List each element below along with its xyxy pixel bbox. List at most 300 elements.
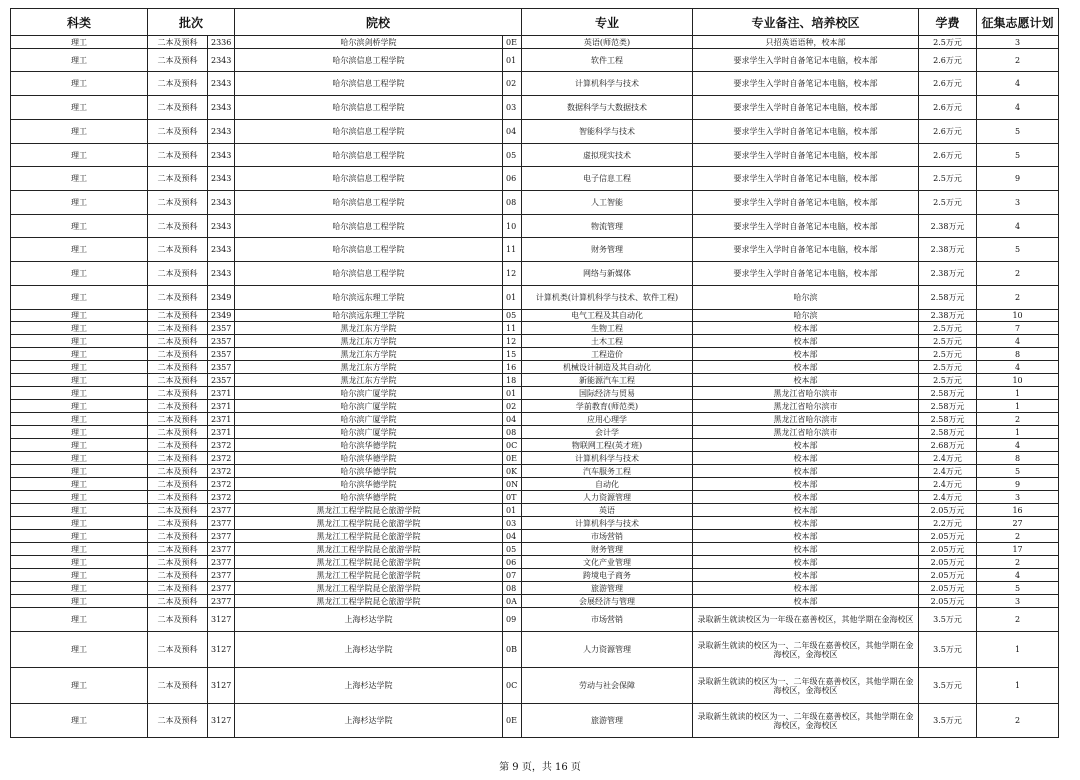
batch-cell: 二本及预科 [148, 310, 208, 322]
school-code-cell: 2357 [208, 348, 235, 361]
page-footer: 第 9 页，共 16 页 [499, 762, 581, 773]
remarks-cell: 校本部 [693, 556, 919, 569]
major-code-cell: 08 [503, 426, 522, 439]
table-row [11, 426, 1059, 439]
school-name-cell: 哈尔滨广厦学院 [235, 426, 503, 439]
category-cell: 理工 [11, 120, 148, 144]
major-name-cell: 人力资源管理 [522, 491, 693, 504]
major-code-cell: 15 [503, 348, 522, 361]
table-row [11, 465, 1059, 478]
batch-cell: 二本及预科 [148, 262, 208, 286]
remarks-cell: 要求学生入学时自备笔记本电脑，校本部 [693, 167, 919, 191]
tuition-cell: 2.4万元 [919, 478, 977, 491]
remarks-cell: 只招英语语种，校本部 [693, 36, 919, 49]
major-name-cell: 市场营销 [522, 530, 693, 543]
plan-count-cell: 5 [977, 582, 1059, 595]
plan-count-cell: 2 [977, 286, 1059, 310]
table-row [11, 582, 1059, 595]
major-code-cell: 0K [503, 465, 522, 478]
school-name-cell: 黑龙江工程学院昆仑旅游学院 [235, 530, 503, 543]
table-row [11, 361, 1059, 374]
school-code-cell: 3127 [208, 668, 235, 704]
table-row [11, 72, 1059, 96]
major-name-cell: 财务管理 [522, 238, 693, 262]
table-row [11, 608, 1059, 632]
major-code-cell: 01 [503, 286, 522, 310]
tuition-cell: 2.58万元 [919, 400, 977, 413]
category-cell: 理工 [11, 556, 148, 569]
remarks-cell: 要求学生入学时自备笔记本电脑，校本部 [693, 120, 919, 144]
school-code-cell: 2377 [208, 530, 235, 543]
remarks-cell: 哈尔滨 [693, 286, 919, 310]
plan-count-cell: 4 [977, 96, 1059, 120]
school-name-cell: 哈尔滨信息工程学院 [235, 191, 503, 215]
plan-count-cell: 1 [977, 426, 1059, 439]
tuition-cell: 2.38万元 [919, 262, 977, 286]
major-name-cell: 计算机科学与技术 [522, 452, 693, 465]
table-row [11, 335, 1059, 348]
school-code-cell: 2377 [208, 556, 235, 569]
category-cell: 理工 [11, 191, 148, 215]
tuition-cell: 2.5万元 [919, 335, 977, 348]
batch-cell: 二本及预科 [148, 504, 208, 517]
category-cell: 理工 [11, 361, 148, 374]
remarks-cell: 校本部 [693, 582, 919, 595]
category-cell: 理工 [11, 543, 148, 556]
table-row [11, 595, 1059, 608]
major-name-cell: 自动化 [522, 478, 693, 491]
major-name-cell: 国际经济与贸易 [522, 387, 693, 400]
batch-cell: 二本及预科 [148, 96, 208, 120]
batch-cell: 二本及预科 [148, 387, 208, 400]
batch-cell: 二本及预科 [148, 348, 208, 361]
major-code-cell: 0N [503, 478, 522, 491]
major-name-cell: 人力资源管理 [522, 632, 693, 668]
major-name-cell: 旅游管理 [522, 704, 693, 738]
category-cell: 理工 [11, 238, 148, 262]
major-name-cell: 虚拟现实技术 [522, 144, 693, 167]
major-name-cell: 软件工程 [522, 49, 693, 72]
major-name-cell: 新能源汽车工程 [522, 374, 693, 387]
table-row [11, 120, 1059, 144]
category-cell: 理工 [11, 310, 148, 322]
category-cell: 理工 [11, 215, 148, 238]
major-name-cell: 计算机科学与技术 [522, 72, 693, 96]
header-tuition: 学费 [919, 9, 977, 36]
remarks-cell: 要求学生入学时自备笔记本电脑，校本部 [693, 191, 919, 215]
plan-count-cell: 5 [977, 144, 1059, 167]
batch-cell: 二本及预科 [148, 361, 208, 374]
remarks-cell: 要求学生入学时自备笔记本电脑，校本部 [693, 49, 919, 72]
school-name-cell: 上海杉达学院 [235, 704, 503, 738]
school-name-cell: 哈尔滨广厦学院 [235, 387, 503, 400]
school-name-cell: 哈尔滨远东理工学院 [235, 310, 503, 322]
school-name-cell: 黑龙江工程学院昆仑旅游学院 [235, 556, 503, 569]
major-code-cell: 01 [503, 387, 522, 400]
plan-count-cell: 4 [977, 72, 1059, 96]
batch-cell: 二本及预科 [148, 36, 208, 49]
table-row [11, 478, 1059, 491]
plan-count-cell: 8 [977, 348, 1059, 361]
school-code-cell: 2372 [208, 491, 235, 504]
tuition-cell: 2.5万元 [919, 348, 977, 361]
school-name-cell: 黑龙江东方学院 [235, 361, 503, 374]
header-school: 院校 [235, 9, 522, 36]
school-code-cell: 2371 [208, 413, 235, 426]
tuition-cell: 2.5万元 [919, 361, 977, 374]
plan-count-cell: 17 [977, 543, 1059, 556]
plan-count-cell: 4 [977, 335, 1059, 348]
category-cell: 理工 [11, 582, 148, 595]
table-row [11, 238, 1059, 262]
school-name-cell: 黑龙江工程学院昆仑旅游学院 [235, 517, 503, 530]
plan-count-cell: 10 [977, 310, 1059, 322]
school-code-cell: 2343 [208, 120, 235, 144]
major-name-cell: 应用心理学 [522, 413, 693, 426]
school-name-cell: 黑龙江工程学院昆仑旅游学院 [235, 543, 503, 556]
major-code-cell: 10 [503, 215, 522, 238]
major-code-cell: 0B [503, 632, 522, 668]
category-cell: 理工 [11, 49, 148, 72]
school-name-cell: 哈尔滨信息工程学院 [235, 238, 503, 262]
school-code-cell: 2343 [208, 215, 235, 238]
major-code-cell: 09 [503, 608, 522, 632]
tuition-cell: 2.05万元 [919, 504, 977, 517]
remarks-cell: 录取新生就读校区为一年级在嘉善校区，其他学期在金海校区 [693, 608, 919, 632]
major-name-cell: 机械设计制造及其自动化 [522, 361, 693, 374]
remarks-cell: 校本部 [693, 478, 919, 491]
major-name-cell: 网络与新媒体 [522, 262, 693, 286]
batch-cell: 二本及预科 [148, 668, 208, 704]
tuition-cell: 2.05万元 [919, 556, 977, 569]
category-cell: 理工 [11, 400, 148, 413]
table-row [11, 569, 1059, 582]
major-code-cell: 11 [503, 238, 522, 262]
category-cell: 理工 [11, 335, 148, 348]
table-row [11, 413, 1059, 426]
category-cell: 理工 [11, 387, 148, 400]
plan-count-cell: 4 [977, 215, 1059, 238]
tuition-cell: 2.4万元 [919, 491, 977, 504]
table-row [11, 517, 1059, 530]
school-name-cell: 哈尔滨远东理工学院 [235, 286, 503, 310]
school-name-cell: 哈尔滨信息工程学院 [235, 96, 503, 120]
category-cell: 理工 [11, 595, 148, 608]
category-cell: 理工 [11, 465, 148, 478]
major-code-cell: 12 [503, 262, 522, 286]
remarks-cell: 黑龙江省哈尔滨市 [693, 387, 919, 400]
category-cell: 理工 [11, 632, 148, 668]
plan-count-cell: 9 [977, 478, 1059, 491]
school-name-cell: 黑龙江工程学院昆仑旅游学院 [235, 582, 503, 595]
plan-count-cell: 1 [977, 387, 1059, 400]
major-name-cell: 文化产业管理 [522, 556, 693, 569]
plan-count-cell: 5 [977, 465, 1059, 478]
category-cell: 理工 [11, 348, 148, 361]
school-name-cell: 上海杉达学院 [235, 668, 503, 704]
plan-count-cell: 27 [977, 517, 1059, 530]
plan-count-cell: 2 [977, 530, 1059, 543]
table-row [11, 167, 1059, 191]
major-name-cell: 计算机科学与技术 [522, 517, 693, 530]
plan-count-cell: 3 [977, 595, 1059, 608]
category-cell: 理工 [11, 504, 148, 517]
table-row [11, 215, 1059, 238]
remarks-cell: 校本部 [693, 465, 919, 478]
table-row [11, 144, 1059, 167]
batch-cell: 二本及预科 [148, 543, 208, 556]
batch-cell: 二本及预科 [148, 335, 208, 348]
major-name-cell: 电子信息工程 [522, 167, 693, 191]
table-row [11, 310, 1059, 322]
tuition-cell: 2.6万元 [919, 72, 977, 96]
major-name-cell: 工程造价 [522, 348, 693, 361]
table-body [11, 36, 1059, 738]
table-row [11, 452, 1059, 465]
major-name-cell: 智能科学与技术 [522, 120, 693, 144]
batch-cell: 二本及预科 [148, 238, 208, 262]
school-name-cell: 上海杉达学院 [235, 608, 503, 632]
school-name-cell: 哈尔滨剑桥学院 [235, 36, 503, 49]
batch-cell: 二本及预科 [148, 632, 208, 668]
batch-cell: 二本及预科 [148, 215, 208, 238]
major-name-cell: 数据科学与大数据技术 [522, 96, 693, 120]
tuition-cell: 2.05万元 [919, 543, 977, 556]
school-code-cell: 2377 [208, 569, 235, 582]
school-name-cell: 哈尔滨信息工程学院 [235, 144, 503, 167]
remarks-cell: 录取新生就读的校区为一、二年级在嘉善校区，其他学期在金海校区，金海校区 [693, 632, 919, 668]
major-code-cell: 0C [503, 439, 522, 452]
major-code-cell: 12 [503, 335, 522, 348]
batch-cell: 二本及预科 [148, 608, 208, 632]
major-code-cell: 06 [503, 556, 522, 569]
major-code-cell: 04 [503, 530, 522, 543]
major-name-cell: 学前教育(师范类) [522, 400, 693, 413]
batch-cell: 二本及预科 [148, 704, 208, 738]
table-row [11, 504, 1059, 517]
school-code-cell: 2349 [208, 286, 235, 310]
major-code-cell: 05 [503, 144, 522, 167]
school-name-cell: 哈尔滨华德学院 [235, 439, 503, 452]
school-code-cell: 2371 [208, 387, 235, 400]
header-batch: 批次 [148, 9, 235, 36]
tuition-cell: 2.05万元 [919, 569, 977, 582]
category-cell: 理工 [11, 491, 148, 504]
school-name-cell: 哈尔滨广厦学院 [235, 400, 503, 413]
school-code-cell: 2349 [208, 310, 235, 322]
category-cell: 理工 [11, 262, 148, 286]
school-name-cell: 哈尔滨信息工程学院 [235, 215, 503, 238]
remarks-cell: 校本部 [693, 569, 919, 582]
major-code-cell: 05 [503, 543, 522, 556]
major-code-cell: 01 [503, 504, 522, 517]
table-row [11, 96, 1059, 120]
school-code-cell: 2357 [208, 335, 235, 348]
category-cell: 理工 [11, 426, 148, 439]
major-name-cell: 电气工程及其自动化 [522, 310, 693, 322]
plan-count-cell: 2 [977, 262, 1059, 286]
tuition-cell: 2.05万元 [919, 530, 977, 543]
plan-count-cell: 1 [977, 632, 1059, 668]
batch-cell: 二本及预科 [148, 595, 208, 608]
remarks-cell: 黑龙江省哈尔滨市 [693, 400, 919, 413]
school-name-cell: 黑龙江工程学院昆仑旅游学院 [235, 504, 503, 517]
category-cell: 理工 [11, 96, 148, 120]
batch-cell: 二本及预科 [148, 491, 208, 504]
remarks-cell: 要求学生入学时自备笔记本电脑，校本部 [693, 215, 919, 238]
tuition-cell: 2.5万元 [919, 374, 977, 387]
major-code-cell: 08 [503, 582, 522, 595]
table-row [11, 400, 1059, 413]
tuition-cell: 2.58万元 [919, 426, 977, 439]
category-cell: 理工 [11, 478, 148, 491]
school-code-cell: 2357 [208, 322, 235, 335]
school-code-cell: 2377 [208, 504, 235, 517]
school-name-cell: 哈尔滨信息工程学院 [235, 72, 503, 96]
major-code-cell: 0E [503, 704, 522, 738]
table-row [11, 543, 1059, 556]
tuition-cell: 2.68万元 [919, 439, 977, 452]
remarks-cell: 校本部 [693, 335, 919, 348]
category-cell: 理工 [11, 413, 148, 426]
tuition-cell: 2.2万元 [919, 517, 977, 530]
remarks-cell: 校本部 [693, 452, 919, 465]
header-remarks: 专业备注、培养校区 [693, 9, 919, 36]
table-row [11, 36, 1059, 49]
remarks-cell: 校本部 [693, 439, 919, 452]
major-code-cell: 02 [503, 72, 522, 96]
category-cell: 理工 [11, 144, 148, 167]
category-cell: 理工 [11, 286, 148, 310]
remarks-cell: 校本部 [693, 530, 919, 543]
school-code-cell: 2357 [208, 374, 235, 387]
category-cell: 理工 [11, 517, 148, 530]
remarks-cell: 校本部 [693, 491, 919, 504]
school-code-cell: 2377 [208, 595, 235, 608]
category-cell: 理工 [11, 530, 148, 543]
header-major: 专业 [522, 9, 693, 36]
remarks-cell: 录取新生就读的校区为一、二年级在嘉善校区，其他学期在金海校区，金海校区 [693, 668, 919, 704]
tuition-cell: 2.05万元 [919, 595, 977, 608]
tuition-cell: 2.5万元 [919, 36, 977, 49]
tuition-cell: 2.38万元 [919, 310, 977, 322]
table-row [11, 491, 1059, 504]
major-name-cell: 物联网工程(英才班) [522, 439, 693, 452]
school-name-cell: 黑龙江工程学院昆仑旅游学院 [235, 569, 503, 582]
plan-count-cell: 9 [977, 167, 1059, 191]
plan-count-cell: 2 [977, 704, 1059, 738]
school-name-cell: 黑龙江东方学院 [235, 348, 503, 361]
major-code-cell: 11 [503, 322, 522, 335]
school-code-cell: 2343 [208, 238, 235, 262]
tuition-cell: 2.6万元 [919, 49, 977, 72]
remarks-cell: 校本部 [693, 543, 919, 556]
batch-cell: 二本及预科 [148, 374, 208, 387]
tuition-cell: 2.5万元 [919, 167, 977, 191]
category-cell: 理工 [11, 374, 148, 387]
batch-cell: 二本及预科 [148, 517, 208, 530]
tuition-cell: 2.38万元 [919, 238, 977, 262]
category-cell: 理工 [11, 569, 148, 582]
tuition-cell: 2.6万元 [919, 96, 977, 120]
tuition-cell: 2.6万元 [919, 144, 977, 167]
major-code-cell: 06 [503, 167, 522, 191]
plan-count-cell: 1 [977, 400, 1059, 413]
tuition-cell: 2.58万元 [919, 413, 977, 426]
major-name-cell: 人工智能 [522, 191, 693, 215]
plan-count-cell: 7 [977, 322, 1059, 335]
remarks-cell: 校本部 [693, 504, 919, 517]
tuition-cell: 2.4万元 [919, 452, 977, 465]
batch-cell: 二本及预科 [148, 49, 208, 72]
category-cell: 理工 [11, 452, 148, 465]
major-code-cell: 01 [503, 49, 522, 72]
table-row [11, 348, 1059, 361]
remarks-cell: 哈尔滨 [693, 310, 919, 322]
school-code-cell: 2377 [208, 543, 235, 556]
table-row [11, 374, 1059, 387]
school-code-cell: 2343 [208, 262, 235, 286]
batch-cell: 二本及预科 [148, 120, 208, 144]
plan-count-cell: 5 [977, 238, 1059, 262]
plan-count-cell: 2 [977, 556, 1059, 569]
batch-cell: 二本及预科 [148, 322, 208, 335]
category-cell: 理工 [11, 668, 148, 704]
batch-cell: 二本及预科 [148, 400, 208, 413]
school-name-cell: 黑龙江东方学院 [235, 322, 503, 335]
category-cell: 理工 [11, 704, 148, 738]
plan-count-cell: 3 [977, 491, 1059, 504]
plan-count-cell: 8 [977, 452, 1059, 465]
major-code-cell: 0E [503, 36, 522, 49]
major-name-cell: 市场营销 [522, 608, 693, 632]
tuition-cell: 2.4万元 [919, 465, 977, 478]
major-code-cell: 05 [503, 310, 522, 322]
plan-count-cell: 16 [977, 504, 1059, 517]
plan-count-cell: 4 [977, 361, 1059, 374]
remarks-cell: 要求学生入学时自备笔记本电脑，校本部 [693, 144, 919, 167]
table-row [11, 286, 1059, 310]
major-name-cell: 会展经济与管理 [522, 595, 693, 608]
major-code-cell: 0E [503, 452, 522, 465]
batch-cell: 二本及预科 [148, 167, 208, 191]
table-row [11, 322, 1059, 335]
table-row [11, 556, 1059, 569]
major-code-cell: 0T [503, 491, 522, 504]
school-code-cell: 2377 [208, 517, 235, 530]
header-row [11, 9, 1059, 36]
major-name-cell: 计算机类(计算机科学与技术、软件工程) [522, 286, 693, 310]
tuition-cell: 2.5万元 [919, 191, 977, 215]
school-code-cell: 2343 [208, 96, 235, 120]
school-code-cell: 2343 [208, 167, 235, 191]
table-row [11, 530, 1059, 543]
school-code-cell: 2357 [208, 361, 235, 374]
table-row [11, 439, 1059, 452]
table-row [11, 387, 1059, 400]
school-code-cell: 2371 [208, 400, 235, 413]
tuition-cell: 3.5万元 [919, 632, 977, 668]
school-code-cell: 3127 [208, 632, 235, 668]
remarks-cell: 黑龙江省哈尔滨市 [693, 426, 919, 439]
table-row [11, 632, 1059, 668]
tuition-cell: 2.6万元 [919, 120, 977, 144]
major-name-cell: 英语(师范类) [522, 36, 693, 49]
school-name-cell: 哈尔滨华德学院 [235, 465, 503, 478]
batch-cell: 二本及预科 [148, 569, 208, 582]
school-name-cell: 哈尔滨信息工程学院 [235, 167, 503, 191]
remarks-cell: 校本部 [693, 374, 919, 387]
